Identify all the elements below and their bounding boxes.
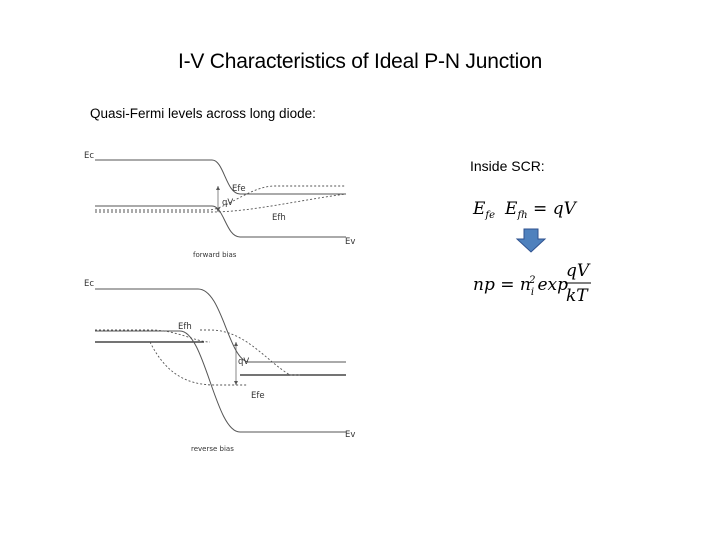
reverse-ev-label: Ev: [345, 430, 356, 440]
scr-label: Inside SCR:: [470, 158, 545, 174]
reverse-caption: reverse bias: [191, 445, 234, 453]
down-arrow-icon: [517, 229, 545, 252]
svg-text:EfeEfh = qV: $E_{fe}$ $E_{fh}$ = qV: [473, 199, 576, 221]
forward-ec-label: Ec: [84, 151, 95, 161]
forward-efh-level: [95, 194, 346, 212]
forward-bias-diagram: [84, 151, 355, 259]
reverse-valence-band: [95, 331, 346, 432]
forward-conduction-band: [95, 160, 346, 194]
reverse-efe-label: Efe: [251, 391, 265, 401]
svg-text:qV: qV: [566, 261, 590, 281]
equation-efe-efh: [472, 199, 578, 221]
slide-title: I-V Characteristics of Ideal P-N Junction: [177, 50, 543, 73]
reverse-efh-label: Efh: [178, 322, 192, 332]
forward-caption: forward bias: [193, 251, 237, 259]
forward-valence-band: [95, 206, 346, 237]
reverse-ec-label: Ec: [84, 279, 95, 289]
forward-efh-label: Efh: [272, 213, 286, 223]
reverse-bias-diagram: [84, 279, 355, 453]
forward-efe-label: Efe: [232, 184, 246, 194]
svg-text:np = ni2exp: np = $n_i2$ exp: [473, 275, 568, 298]
equation-np: [473, 261, 591, 306]
reverse-qv-label: qV: [238, 357, 250, 367]
svg-text:kT: kT: [566, 286, 588, 306]
reverse-conduction-band: [95, 289, 346, 362]
forward-ev-label: Ev: [345, 237, 356, 247]
slide-subtitle: Quasi-Fermi levels across long diode:: [90, 106, 316, 121]
forward-qv-label: qV: [222, 198, 234, 208]
